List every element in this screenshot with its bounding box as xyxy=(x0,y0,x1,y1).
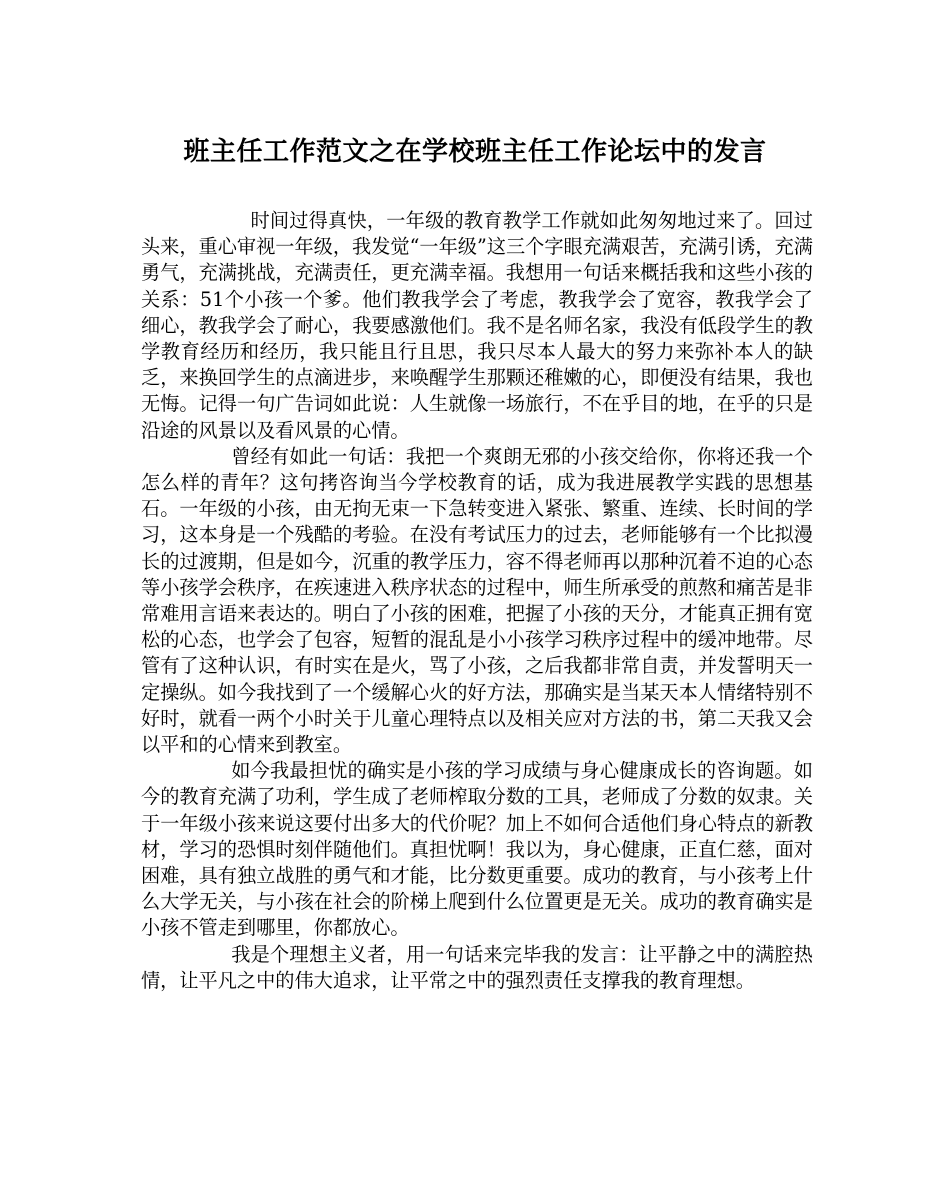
document-title: 班主任工作范文之在学校班主任工作论坛中的发言 xyxy=(183,137,767,167)
paragraph: 时间过得真快，一年级的教育教学工作就如此匆匆地过来了。回过头来，重心审视一年级，我发觉“一年级”这三个字眼充满艰苦，充满引诱，充满勇气，充满挑战，充满责任，更充满幸福。我想用一句话来概括我和这些小孩的关系：51个小孩一个爹。他们教我学会了考虑，教我学会了宽容，教我学会了细心，教我学会了耐心，我要感激他们。我不是名师名家，我没有低段学生的教学教育经历和经历，我只能且行且思，我只尽本人最大的努力来弥补本人的缺乏，来换回学生的点滴进步，来唤醒学生那颗还稚嫩的心，即便没有结果，我也无悔。记得一句广告词如此说：人生就像一场旅行，不在乎目的地，在乎的只是沿途的风景以及看风景的心情。 xyxy=(141,209,813,442)
paragraph: 曾经有如此一句话：我把一个爽朗无邪的小孩交给你，你将还我一个怎么样的青年？这句拷咨询当今学校教育的话，成为我进展教学实践的思想基石。一年级的小孩，由无拘无束一下急转变进入紧张、繁重、连续、长时间的学习，这本身是一个残酷的考验。在没有考试压力的过去，老师能够有一个比拟漫长的过渡期，但是如今，沉重的教学压力，容不得老师再以那种沉着不迫的心态等小孩学会秩序，在疾速进入秩序状态的过程中，师生所承受的煎熬和痛苦是非常难用言语来表达的。明白了小孩的困难，把握了小孩的天分，才能真正拥有宽松的心态，也学会了包容，短暂的混乱是小小孩学习秩序过程中的缓冲地带。尽管有了这种认识，有时实在是火，骂了小孩，之后我都非常自责，并发誓明天一定操纵。如今我找到了一个缓解心火的好方法，那确实是当某天本人情绪特别不好时，就看一两个小时关于儿童心理特点以及相关应对方法的书，第二天我又会以平和的心情来到教室。 xyxy=(141,444,813,757)
paragraph: 我是个理想主义者，用一句话来完毕我的发言：让平静之中的满腔热情，让平凡之中的伟大追求，让平常之中的强烈责任支撑我的教育理想。 xyxy=(141,942,813,992)
document-body xyxy=(141,208,813,994)
paragraph: 如今我最担忧的确实是小孩的学习成绩与身心健康成长的咨询题。如今的教育充满了功利，学生成了老师榨取分数的工具，老师成了分数的奴隶。关于一年级小孩来说这要付出多大的代价呢？加上不如何合适他们身心特点的新教材，学习的恐惧时刻伴随他们。真担忧啊！我以为，身心健康，正直仁慈，面对困难，具有独立战胜的勇气和才能，比分数更重要。成功的教育，与小孩考上什么大学无关，与小孩在社会的阶梯上爬到什么位置更是无关。成功的教育确实是小孩不管走到哪里，你都放心。 xyxy=(141,759,813,940)
